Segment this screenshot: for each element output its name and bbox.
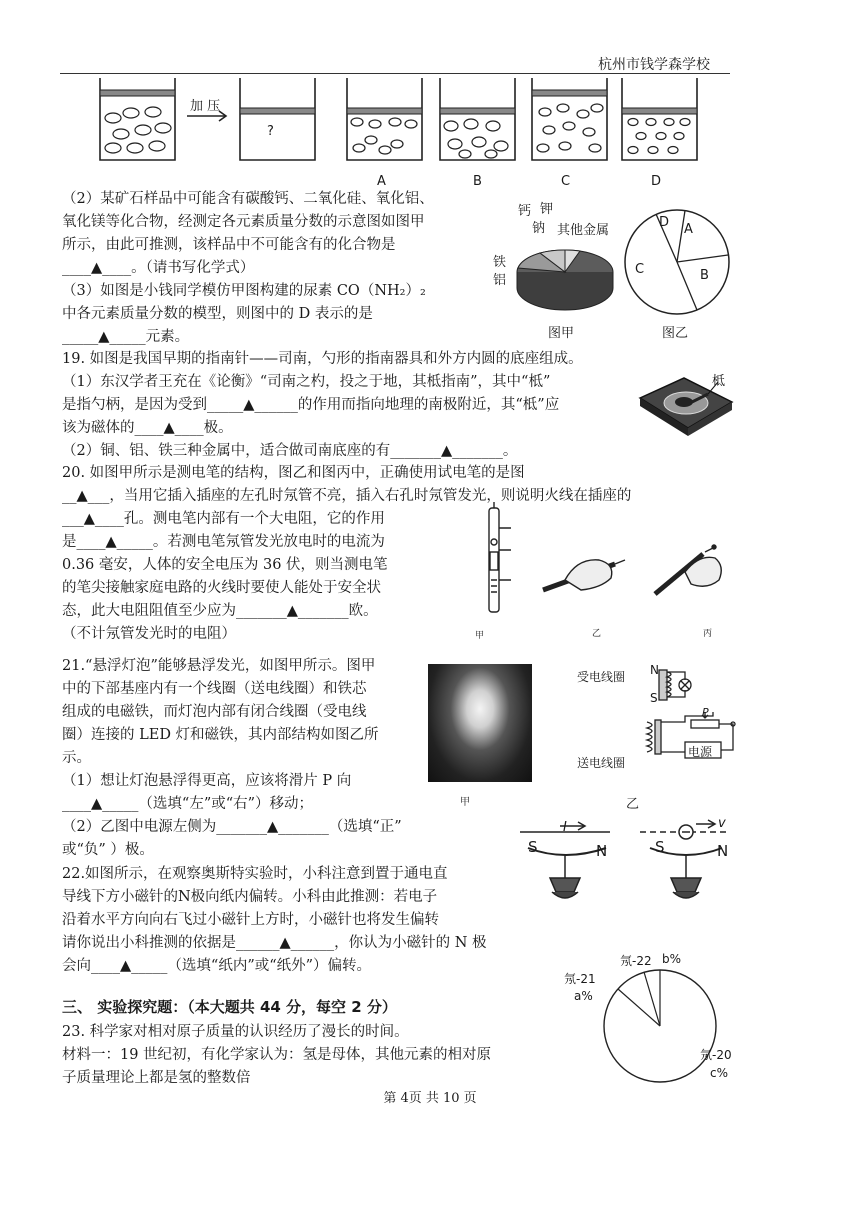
ne21-label: 氖-21 <box>564 972 596 986</box>
unknown-state-label: ? <box>267 124 274 139</box>
oersted-experiment-figure <box>510 818 740 918</box>
pie-slice-b: B <box>700 268 709 283</box>
power-source-label: 电源 <box>688 745 713 759</box>
q21-line4: 圈）连接的 LED 灯和磁铁，其内部结构如图乙所 <box>62 727 379 743</box>
q23-line2: 材料一：19 世纪初，有化学家认为：氢是母体，其他元素的相对原 <box>62 1047 492 1063</box>
q20-line6: 的笔尖接触家庭电路的火线时要使人能处于安全状 <box>62 580 381 596</box>
slider-p-label: P <box>702 706 709 719</box>
ne21-percent: a% <box>574 989 593 1003</box>
q21-line6: （1）想让灯泡悬浮得更高，应该将滑片 P 向 <box>62 773 352 789</box>
q19-line3: 是指勺柄，是因为受到_____▲______的作用而指向地理的南极附近，其“柢”应 <box>62 397 560 413</box>
option-label-a: A <box>377 174 386 189</box>
label-other-metals: 其他金属 <box>557 223 610 238</box>
needle-s-left: S <box>528 838 538 856</box>
pressurize-label: 加 压 <box>190 99 221 114</box>
q21-line1: 21.“悬浮灯泡”能够悬浮发光，如图甲所示。图甲 <box>62 658 376 674</box>
q21-line2: 中的下部基座内有一个线圈（送电线圈）和铁芯 <box>62 681 367 697</box>
receive-coil-label: 受电线圈 <box>577 670 626 684</box>
test-pen-figures <box>465 502 735 632</box>
school-name: 杭州市钱学森学校 <box>598 57 710 73</box>
label-calcium: 钙 <box>518 204 532 219</box>
magnet-n-label: N <box>650 663 659 677</box>
q19-line1: 19. 如图是我国早期的指南针——司南，勺形的指南器具和外方内圆的底座组成。 <box>62 351 583 367</box>
fig-jia-caption: 图甲 <box>548 326 575 341</box>
q19-line2: （1）东汉学者王充在《论衡》“司南之杓，投之于地，其柢指南”，其中“柢” <box>62 374 551 390</box>
q21-line9: 或“负” ）极。 <box>62 842 154 858</box>
bulb-fig-caption-jia: 甲 <box>460 797 470 808</box>
q20-line1: 20. 如图甲所示是测电笔的结构，图乙和图丙中，正确使用试电笔的是图 <box>62 465 525 481</box>
send-coil-label: 送电线圈 <box>577 756 626 770</box>
q21-line7: ____▲_____（选填“左”或“右”）移动； <box>62 796 314 812</box>
neon-isotope-pie <box>600 966 720 1086</box>
q20-line7: 态，此大电阻阻值至少应为_______▲_______欧。 <box>62 603 378 619</box>
velocity-v-label: v <box>718 816 726 831</box>
ne20-percent: c% <box>710 1066 728 1080</box>
q20-line8: （不计氖管发光时的电阻） <box>62 626 236 642</box>
floating-bulb-photo <box>428 664 532 782</box>
q22-line3: 沿着水平方向向右飞过小磁针上方时，小磁针也将发生偏转 <box>62 912 439 928</box>
fig-yi-caption: 图乙 <box>662 326 689 341</box>
label-sodium: 钠 <box>532 221 546 236</box>
ne20-label: 氖-20 <box>700 1048 732 1062</box>
needle-n-left: N <box>596 842 608 860</box>
ne22-label: 氖-22 <box>620 954 652 968</box>
header-rule <box>60 73 730 74</box>
label-potassium: 钾 <box>540 202 554 217</box>
label-iron: 铁 <box>493 255 507 270</box>
q20-line4: 是____▲_____。若测电笔氖管发光放电时的电流为 <box>62 534 385 550</box>
q21-line8: （2）乙图中电源左侧为_______▲_______（选填“正” <box>62 819 402 835</box>
q22-line4: 请你说出小科推测的依据是______▲______，你认为小磁针的 N 极 <box>62 935 487 951</box>
section-3-title: 三、 实验探究题：（本大题共 44 分，每空 2 分） <box>62 998 397 1016</box>
di-label: 柢 <box>712 374 726 389</box>
q22-line1: 22.如图所示，在观察奥斯特实验时，小科注意到置于通电直 <box>62 866 448 882</box>
q19-line5: （2）铜、铝、铁三种金属中，适合做司南底座的有_______▲_______。 <box>62 443 518 459</box>
ne22-percent: b% <box>662 952 682 966</box>
option-label-b: B <box>473 174 482 189</box>
option-label-c: C <box>561 174 571 189</box>
pen-fig-jia: 甲 <box>475 631 485 641</box>
pie-slice-c: C <box>635 262 645 277</box>
q18-p2-line2: 氧化镁等化合物，经测定各元素质量分数的示意图如图甲 <box>62 214 425 230</box>
pie-slice-a: A <box>684 222 693 237</box>
pie-slice-d: D <box>659 215 670 230</box>
q18-p3-line1: （3）如图是小钱同学模仿甲图构建的尿素 CO（NH₂）₂ <box>62 283 426 299</box>
current-i-label: I <box>563 820 567 835</box>
circuit-fig-caption-yi: 乙 <box>626 797 640 812</box>
pen-fig-yi: 乙 <box>592 629 602 639</box>
needle-n-right: N <box>717 842 729 860</box>
q20-line3: ___▲____孔。测电笔内部有一个大电阻，它的作用 <box>62 511 385 527</box>
q18-p3-line3: _____▲_____元素。 <box>62 329 190 345</box>
q21-line5: 示。 <box>62 750 91 766</box>
q18-p2-line3: 所示，由此可推测，该样品中不可能含有的化合物是 <box>62 237 396 253</box>
q23-line1: 23. 科学家对相对原子质量的认识经历了漫长的时间。 <box>62 1024 409 1040</box>
gas-compression-figure <box>95 78 695 188</box>
label-aluminium: 铝 <box>493 273 507 288</box>
q19-line4: 该为磁体的____▲____极。 <box>62 420 233 436</box>
q20-line2: __▲___，当用它插入插座的左孔时氖管不亮，插入右孔时氖管发光，则说明火线在插座的 <box>62 488 632 504</box>
q22-line2: 导线下方小磁针的N极向纸内偏转。小科由此推测：若电子 <box>62 889 438 905</box>
option-label-d: D <box>651 174 662 189</box>
q20-line5: 0.36 毫安，人体的安全电压为 36 伏，则当测电笔 <box>62 557 388 573</box>
maglev-circuit-figure <box>625 660 745 770</box>
pen-fig-bing: 丙 <box>703 629 713 639</box>
needle-s-right: S <box>655 838 665 856</box>
page-footer: 第 4页 共 10 页 <box>383 1091 477 1106</box>
q18-p2-line1: （2）某矿石样品中可能含有碳酸钙、二氧化硅、氧化铝、 <box>62 191 434 207</box>
q23-line3: 子质量理论上都是氢的整数倍 <box>62 1070 251 1086</box>
q22-line5: 会向____▲_____（选填“纸内”或“纸外”）偏转。 <box>62 958 372 974</box>
magnet-s-label: S <box>650 691 658 705</box>
q18-p3-line2: 中各元素质量分数的模型，则图中的 D 表示的是 <box>62 306 373 322</box>
q21-line3: 组成的电磁铁，而灯泡内部有闭合线圈（受电线 <box>62 704 367 720</box>
q18-p2-line4: ____▲____。（请书写化学式） <box>62 260 255 276</box>
